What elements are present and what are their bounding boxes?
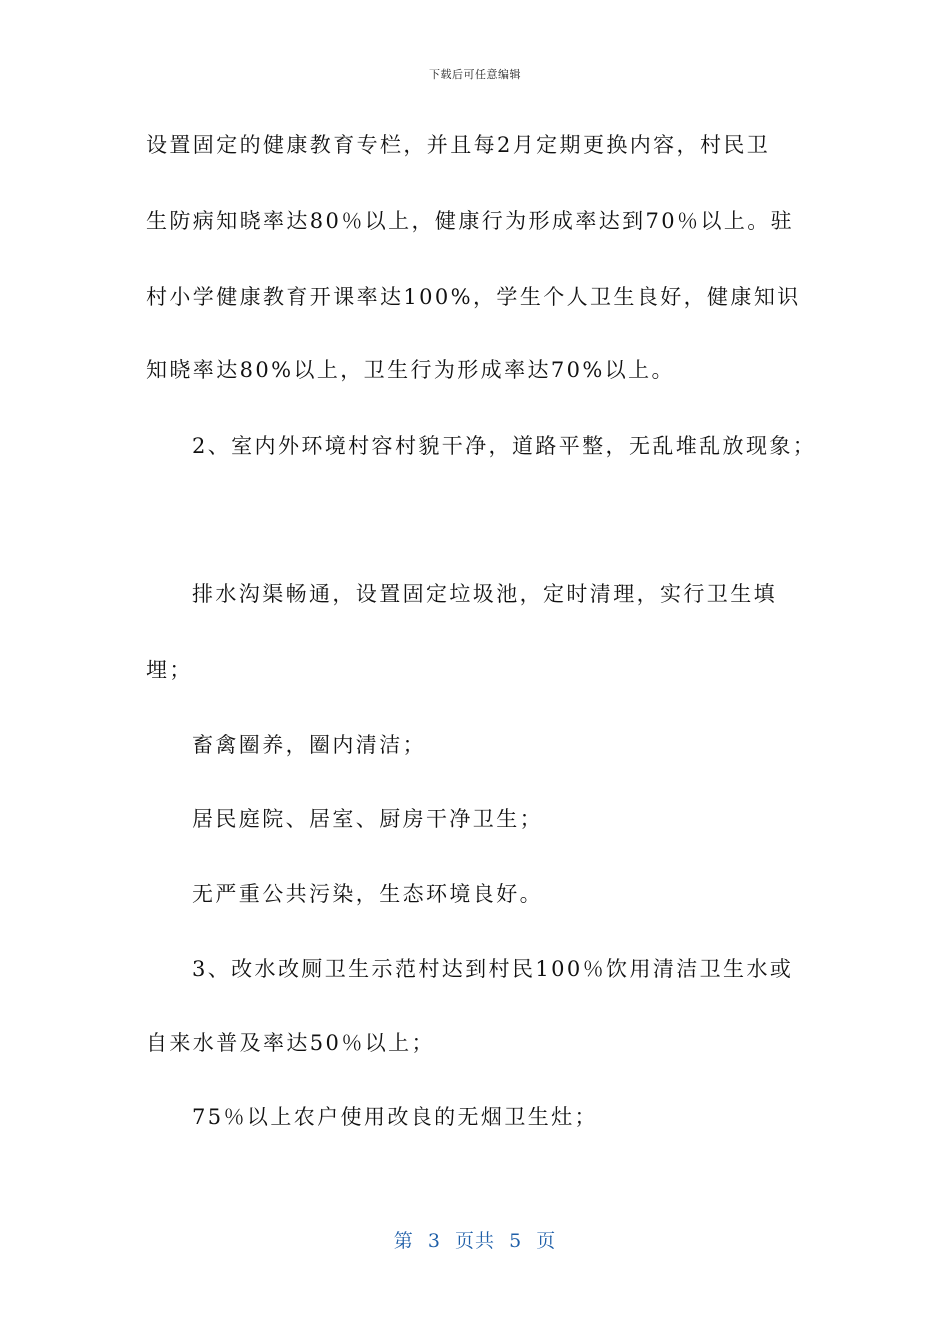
- paragraph-line: 畜禽圈养，圈内清洁；: [192, 733, 426, 757]
- paragraph-line: 埋；: [146, 658, 193, 682]
- paragraph-line: 生防病知晓率达80％以上，健康行为形成率达到70％以上。驻: [146, 209, 795, 233]
- page-header: 下载后可任意编辑: [429, 68, 521, 81]
- paragraph-line: 排水沟渠畅通，设置固定垃圾池，定时清理，实行卫生填: [192, 582, 777, 606]
- paragraph-line: 2、室内外环境村容村貌干净，道路平整，无乱堆乱放现象；: [192, 434, 817, 458]
- paragraph-line: 3、改水改厕卫生示范村达到村民100％饮用清洁卫生水或: [192, 957, 794, 981]
- paragraph-line: 居民庭院、居室、厨房干净卫生；: [192, 807, 543, 831]
- paragraph-line: 村小学健康教育开课率达100%，学生个人卫生良好，健康知识: [146, 285, 801, 309]
- paragraph-line: 设置固定的健康教育专栏，并且每2月定期更换内容，村民卫: [146, 133, 771, 157]
- paragraph-line: 75％以上农户使用改良的无烟卫生灶；: [192, 1105, 598, 1129]
- paragraph-line: 无严重公共污染，生态环境良好。: [192, 882, 543, 906]
- paragraph-line: 知晓率达80%以上，卫生行为形成率达70%以上。: [146, 358, 675, 382]
- paragraph-line: 自来水普及率达50％以上；: [146, 1031, 435, 1055]
- page-number-footer: 第 3 页共 5 页: [393, 1230, 557, 1252]
